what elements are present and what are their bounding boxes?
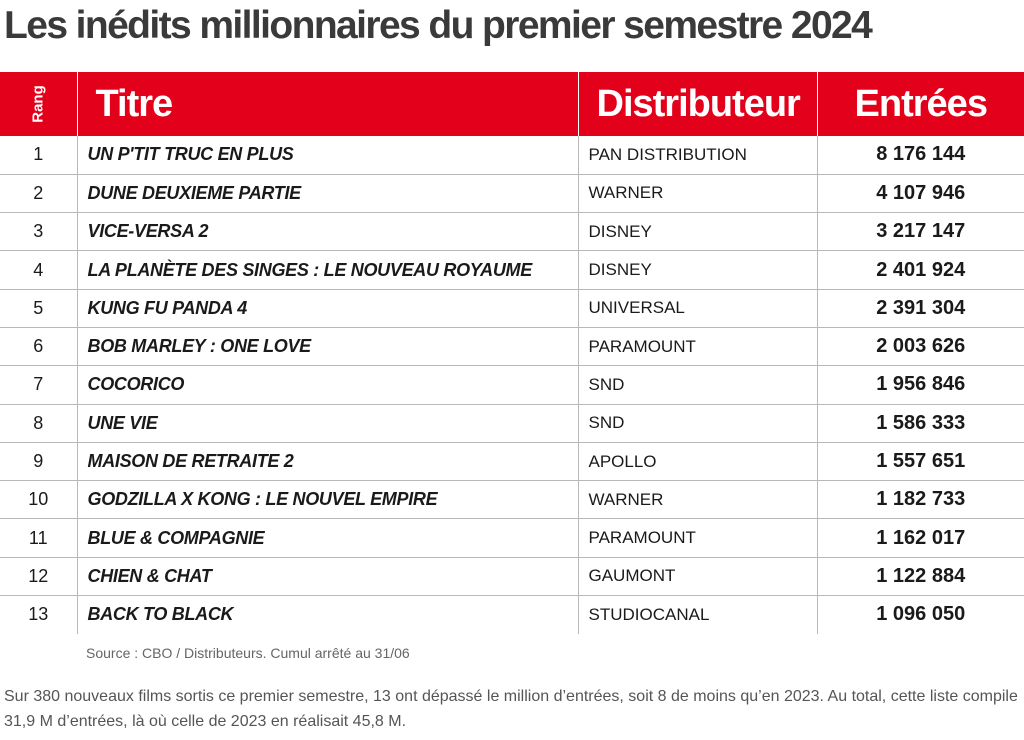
ranking-table	[0, 72, 1024, 634]
table-header-row	[0, 72, 1024, 136]
table-row	[0, 289, 1024, 327]
rang-cell: 13	[0, 596, 77, 634]
rang-cell: 4	[0, 251, 77, 289]
header-rang	[0, 72, 77, 136]
distributor-cell: APOLLO	[578, 442, 817, 480]
distributor-cell: WARNER	[578, 174, 817, 212]
title-cell: BOB MARLEY : ONE LOVE	[77, 327, 578, 365]
rang-cell: 8	[0, 404, 77, 442]
entrees-cell: 2 003 626	[817, 327, 1024, 365]
title-cell: MAISON DE RETRAITE 2	[77, 442, 578, 480]
table-body	[0, 136, 1024, 634]
table-row	[0, 404, 1024, 442]
table-row	[0, 442, 1024, 480]
distributor-cell: DISNEY	[578, 213, 817, 251]
table-row	[0, 596, 1024, 634]
rang-cell: 9	[0, 442, 77, 480]
rang-cell: 3	[0, 213, 77, 251]
entrees-cell: 1 956 846	[817, 366, 1024, 404]
table-row	[0, 366, 1024, 404]
table-row	[0, 251, 1024, 289]
title-cell: COCORICO	[77, 366, 578, 404]
entrees-cell: 1 096 050	[817, 596, 1024, 634]
distributor-cell: SND	[578, 404, 817, 442]
entrees-cell: 1 557 651	[817, 442, 1024, 480]
distributor-cell: PAN DISTRIBUTION	[578, 136, 817, 174]
header-distributeur: Distributeur	[578, 72, 817, 136]
header-rang-label: Rang	[29, 85, 47, 123]
rang-cell: 6	[0, 327, 77, 365]
title-cell: KUNG FU PANDA 4	[77, 289, 578, 327]
title-cell: UNE VIE	[77, 404, 578, 442]
title-cell: VICE-VERSA 2	[77, 213, 578, 251]
title-cell: BLUE & COMPAGNIE	[77, 519, 578, 557]
distributor-cell: PARAMOUNT	[578, 327, 817, 365]
distributor-cell: PARAMOUNT	[578, 519, 817, 557]
rang-cell: 11	[0, 519, 77, 557]
entrees-cell: 8 176 144	[876, 143, 966, 166]
distributor-cell: WARNER	[578, 481, 817, 519]
rang-cell: 1	[0, 136, 77, 174]
entrees-cell: 1 162 017	[817, 519, 1024, 557]
distributor-cell: SND	[578, 366, 817, 404]
title-cell: CHIEN & CHAT	[77, 557, 578, 595]
table-row	[0, 481, 1024, 519]
rang-cell: 12	[0, 557, 77, 595]
distributor-cell: UNIVERSAL	[578, 289, 817, 327]
title-cell: UN P'TIT TRUC EN PLUS	[77, 136, 578, 174]
entrees-cell: 2 401 924	[817, 251, 1024, 289]
entrees-cell: 1 122 884	[817, 557, 1024, 595]
rang-cell: 7	[0, 366, 77, 404]
summary-note: Sur 380 nouveaux films sortis ce premier semestre, 13 ont dépassé le million d’entrées, soit 8 de moins qu’en 2023. Au total, cette liste compile 31,9 M d’entrées, là où celle de 2023 en réalisait 45,8 M.	[4, 688, 1018, 730]
table-row	[0, 519, 1024, 557]
entrees-cell: 2 391 304	[817, 289, 1024, 327]
entrees-cell: 4 107 946	[817, 174, 1024, 212]
table-row	[0, 136, 1024, 174]
distributor-cell: DISNEY	[578, 251, 817, 289]
header-entrees: Entrées	[817, 72, 1024, 136]
entrees-cell: 1 586 333	[817, 404, 1024, 442]
table-row	[0, 557, 1024, 595]
title-cell: DUNE DEUXIEME PARTIE	[77, 174, 578, 212]
source-note: Source : CBO / Distributeurs. Cumul arrêté au 31/06	[86, 645, 410, 661]
table-row	[0, 213, 1024, 251]
rang-cell: 2	[0, 174, 77, 212]
entrees-cell: 1 182 733	[817, 481, 1024, 519]
title-cell: BACK TO BLACK	[77, 596, 578, 634]
rang-cell: 10	[0, 481, 77, 519]
header-titre: Titre	[77, 72, 578, 136]
table-row	[0, 327, 1024, 365]
distributor-cell: STUDIOCANAL	[578, 596, 817, 634]
title-cell: GODZILLA X KONG : LE NOUVEL EMPIRE	[77, 481, 578, 519]
page-title: Les inédits millionnaires du premier semestre 2024	[4, 4, 872, 47]
distributor-cell: GAUMONT	[578, 557, 817, 595]
title-cell: LA PLANÈTE DES SINGES : LE NOUVEAU ROYAUME	[77, 251, 578, 289]
entrees-cell: 3 217 147	[817, 213, 1024, 251]
rang-cell: 5	[0, 289, 77, 327]
table-row	[0, 174, 1024, 212]
